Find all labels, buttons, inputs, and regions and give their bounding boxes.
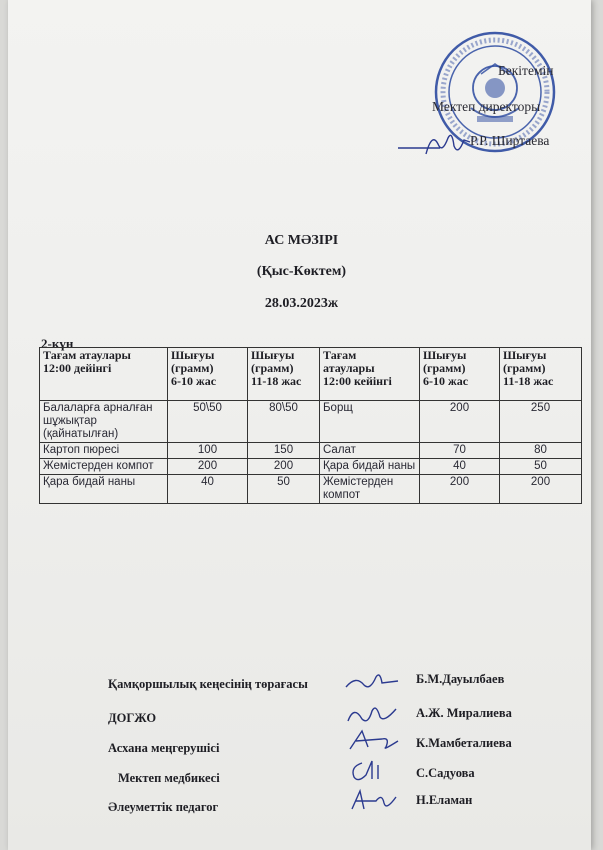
yield-cell: 80\50: [248, 401, 320, 443]
signature-mark: [342, 787, 402, 813]
table-row: [40, 443, 582, 459]
signature-name-canteen-head: К.Мамбеталиева: [416, 736, 512, 750]
day-label: 2-күн: [41, 336, 74, 351]
yield-cell: 200: [420, 401, 500, 443]
signature-name-social-pedagogue: Н.Еламан: [416, 793, 473, 807]
dish-cell: Жемістерден компот: [320, 475, 420, 504]
table-row: [40, 475, 582, 504]
yield-cell: 100: [168, 443, 248, 459]
yield-cell: 50: [500, 459, 582, 475]
approval-signer: Р.Р. Ширтаева: [470, 133, 550, 148]
menu-date: 28.03.2023ж: [264, 296, 339, 311]
yield-cell: 40: [420, 459, 500, 475]
yield-cell: 250: [500, 401, 582, 443]
table-header-row: [40, 348, 582, 401]
yield-cell: 50\50: [168, 401, 248, 443]
document-page: [8, 0, 591, 850]
header-cell-yield-6-10-after: Шығуы (грамм) 6-10 жас: [420, 348, 500, 401]
page-title: АС МӘЗІРІ: [264, 233, 339, 248]
table-row: [40, 459, 582, 475]
dish-cell: Қара бидай наны: [40, 475, 168, 504]
signature-role-school-nurse: Мектеп медбикесі: [118, 771, 220, 785]
dish-cell: Қара бидай наны: [320, 459, 420, 475]
header-cell-dish-before: Тағам атаулары 12:00 дейінгі: [40, 348, 168, 401]
yield-cell: 40: [168, 475, 248, 504]
yield-cell: 70: [420, 443, 500, 459]
header-cell-yield-11-18: Шығуы (грамм) 11-18 жас: [248, 348, 320, 401]
signature-name-school-nurse: С.Садуова: [416, 766, 475, 780]
yield-cell: 50: [248, 475, 320, 504]
signature-mark: [342, 757, 402, 783]
dish-cell: Жемістерден компот: [40, 459, 168, 475]
yield-cell: 200: [500, 475, 582, 504]
header-cell-yield-6-10: Шығуы (грамм) 6-10 жас: [168, 348, 248, 401]
signature-name-board-chair: Б.М.Дауылбаев: [416, 672, 505, 686]
signature-role-social-pedagogue: Әлеуметтік педагог: [108, 800, 219, 814]
signature-mark: [342, 669, 402, 695]
yield-cell: 150: [248, 443, 320, 459]
yield-cell: 200: [248, 459, 320, 475]
header-cell-yield-11-18-after: Шығуы (грамм) 11-18 жас: [500, 348, 582, 401]
dish-cell: Борщ: [320, 401, 420, 443]
dish-cell: Салат: [320, 443, 420, 459]
header-cell-dish-after: Тағам атаулары 12:00 кейінгі: [320, 348, 420, 401]
signature-mark: [342, 727, 402, 753]
dish-cell: Картоп пюресі: [40, 443, 168, 459]
signature-mark: [342, 701, 402, 727]
approval-position: Мектеп директоры: [432, 99, 541, 114]
signature-name-dogzho: А.Ж. Миралиева: [416, 706, 512, 720]
dish-cell: Балаларға арналған шұжықтар (қайнатылған): [40, 401, 168, 443]
director-signature: [396, 128, 478, 160]
yield-cell: 80: [500, 443, 582, 459]
signature-role-board-chair: Қамқоршылық кеңесінің төрағасы: [108, 677, 308, 691]
signature-role-canteen-head: Асхана меңгерушісі: [108, 741, 220, 755]
yield-cell: 200: [420, 475, 500, 504]
season-subtitle: (Қыс-Көктем): [256, 264, 347, 279]
table-row: [40, 401, 582, 443]
signature-role-dogzho: ДОГЖО: [108, 711, 157, 725]
yield-cell: 200: [168, 459, 248, 475]
menu-table: [39, 347, 582, 504]
approval-label: Бекітемін: [498, 63, 554, 78]
